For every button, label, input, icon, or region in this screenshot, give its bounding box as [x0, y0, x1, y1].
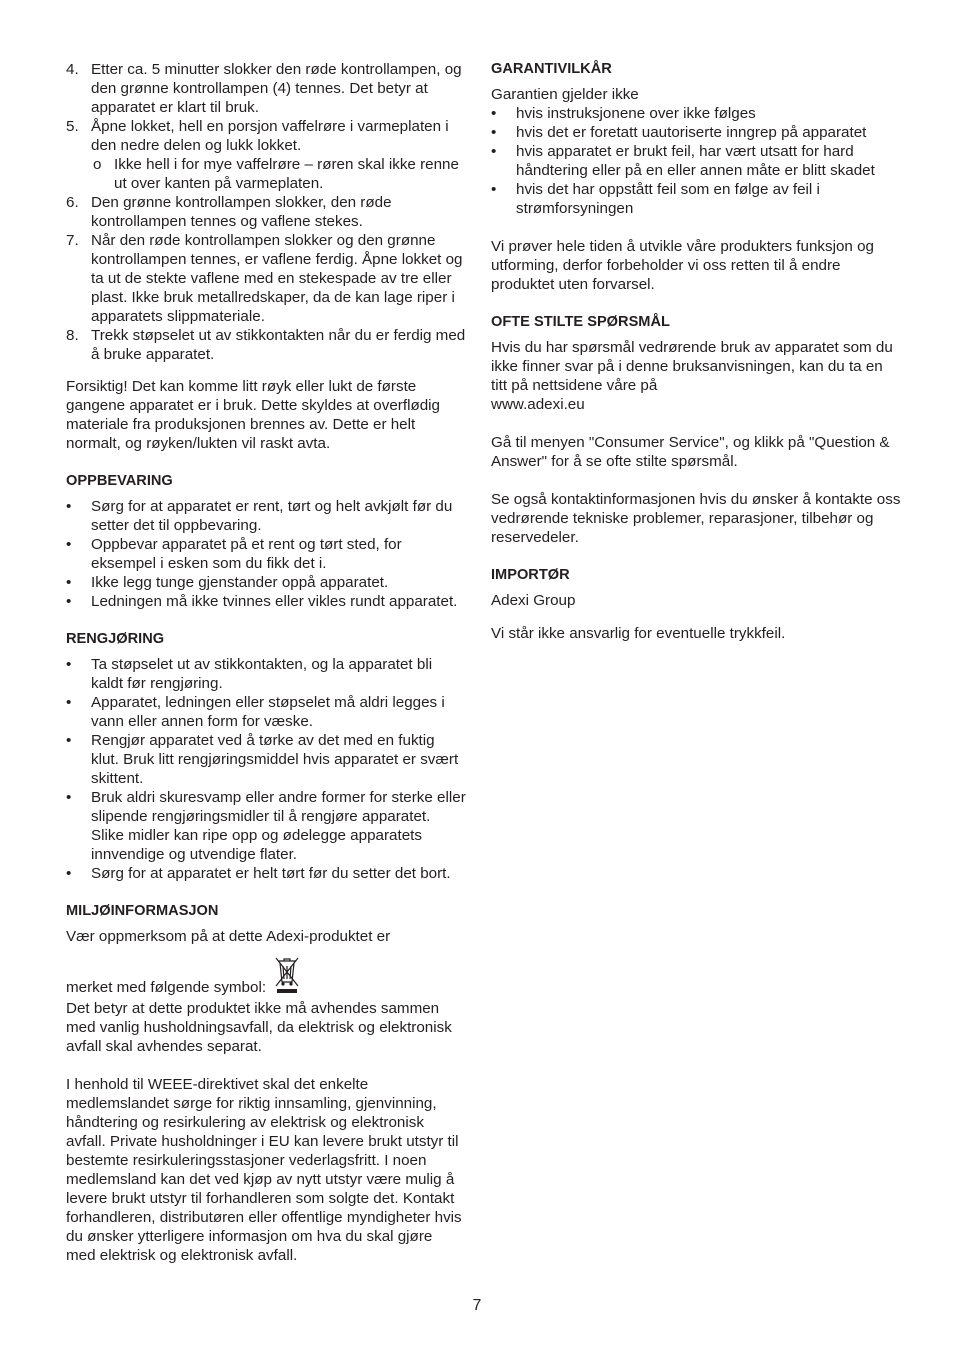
step-item: [66, 231, 466, 326]
sub-text: Ikke hell i for mye vaffelrøre – røren skal ikke renne ut over kanten på varmeplaten.: [114, 156, 459, 192]
step-number: 8.: [66, 327, 79, 344]
list-item-text: hvis instruksjonene over ikke følges: [516, 105, 756, 122]
bullet-icon: •: [66, 574, 72, 591]
warranty-intro: Garantien gjelder ikke: [491, 86, 639, 103]
warranty-heading: GARANTIVILKÅR: [491, 61, 612, 77]
bullet-icon: •: [66, 789, 72, 806]
list-item-text: Apparatet, ledningen eller støpselet må aldri legges i vann eller annen form for væske.: [91, 694, 445, 730]
bullet-icon: •: [66, 536, 72, 553]
list-item: [66, 693, 466, 731]
faq-paragraph: Hvis du har spørsmål vedrørende bruk av apparatet som du ikke finner svar på i denne bruksanvisningen, kan du ta en titt på nettsidene våre på: [491, 339, 893, 394]
warranty-note: Vi prøver hele tiden å utvikle våre produkters funksjon og utforming, derfor forbeholder vi oss retten til å endre produktet uten forvarsel.: [491, 238, 874, 293]
storage-section: [66, 472, 466, 611]
faq-heading: OFTE STILTE SPØRSMÅL: [491, 314, 670, 330]
step-text: Åpne lokket, hell en porsjon vaffelrøre i varmeplaten i den nedre delen og lukk lokket.: [91, 118, 449, 154]
list-item: [491, 180, 901, 218]
list-item-text: Oppbevar apparatet på et rent og tørt sted, for eksempel i esken som du fikk det i.: [91, 536, 402, 572]
bullet-icon: •: [66, 498, 72, 515]
bullet-icon: •: [491, 105, 497, 122]
list-item-text: Ledningen må ikke tvinnes eller vikles rundt apparatet.: [91, 593, 458, 610]
list-item: [491, 142, 901, 180]
bullet-icon: •: [66, 593, 72, 610]
disclaimer: Vi står ikke ansvarlig for eventuelle trykkfeil.: [491, 625, 786, 642]
step-text: Etter ca. 5 minutter slokker den røde kontrollampen, og den grønne kontrollampen (4) tennes. Det betyr at apparatet er klart til bruk.: [91, 61, 462, 116]
caution-paragraph: Forsiktig! Det kan komme litt røyk eller lukt de første gangene apparatet er i bruk. Dette skyldes at overflødig materiale fra produksjonen brennes av. Dette er helt normalt, og røyken/lukten vil raskt avta.: [66, 378, 440, 452]
contact-paragraph: Se også kontaktinformasjonen hvis du ønsker å kontakte oss vedrørende tekniske problemer, reparasjoner, tilbehør og reservedeler.: [491, 491, 901, 546]
list-item: [491, 123, 901, 142]
list-item: [66, 731, 466, 788]
list-item: [491, 104, 901, 123]
symbol-line-text: merket med følgende symbol:: [66, 979, 267, 996]
step-number: 5.: [66, 118, 79, 135]
step-item: [66, 193, 466, 231]
list-item: [66, 864, 466, 883]
website-link[interactable]: www.adexi.eu: [491, 396, 585, 413]
step-number: 7.: [66, 232, 79, 249]
list-item-text: hvis det er foretatt uautoriserte inngrep på apparatet: [516, 124, 867, 141]
importer-name: Adexi Group: [491, 592, 576, 609]
list-item-text: hvis apparatet er brukt feil, har vært utsatt for hard håndtering eller på en eller annen måte er blitt skadet: [516, 143, 875, 179]
list-item-text: Ikke legg tunge gjenstander oppå apparatet.: [91, 574, 389, 591]
environment-section: [66, 902, 466, 1265]
importer-heading: IMPORTØR: [491, 567, 570, 583]
list-item-text: Bruk aldri skuresvamp eller andre former for sterke eller slipende rengjøringsmidler til å rengjøre apparatet. Slike midler kan ripe opp og ødelegge apparatets innvendige og utvendige flater.: [91, 789, 466, 863]
bullet-icon: •: [66, 694, 72, 711]
step-item: [66, 117, 466, 155]
importer-section: [491, 566, 901, 643]
list-item-text: Sørg for at apparatet er helt tørt før du setter det bort.: [91, 865, 451, 882]
list-item: [66, 497, 466, 535]
list-item-text: Rengjør apparatet ved å tørke av det med en fuktig klut. Bruk litt rengjøringsmiddel hvis apparatet er svært skittent.: [91, 732, 459, 787]
faq-menu-paragraph: Gå til menyen "Consumer Service", og klikk på "Question & Answer" for å se ofte stilte spørsmål.: [491, 434, 890, 470]
step-text: Den grønne kontrollampen slokker, den røde kontrollampen tennes og vaflene stekes.: [91, 194, 392, 230]
step-number: 4.: [66, 61, 79, 78]
bullet-icon: •: [491, 143, 497, 160]
step-text: Trekk støpselet ut av stikkontakten når du er ferdig med å bruke apparatet.: [91, 327, 466, 363]
symbol-line: [66, 956, 466, 999]
bullet-icon: •: [491, 124, 497, 141]
list-item: [66, 655, 466, 693]
faq-section: [491, 313, 901, 547]
environment-intro: Vær oppmerksom på at dette Adexi-produktet er: [66, 928, 391, 945]
list-item-text: Ta støpselet ut av stikkontakten, og la apparatet bli kaldt før rengjøring.: [91, 656, 433, 692]
bullet-icon: •: [491, 181, 497, 198]
after-symbol-paragraph: Det betyr at dette produktet ikke må avhendes sammen med vanlig husholdningsavfall, da elektrisk og elektronisk avfall skal avhendes separat.: [66, 1000, 452, 1055]
page-number: 7: [472, 1297, 482, 1314]
list-item: [66, 788, 466, 864]
step-sub-item: [66, 155, 466, 193]
left-column: [66, 60, 466, 1265]
step-item: [66, 326, 466, 364]
right-column: [491, 60, 901, 643]
warranty-section: [491, 60, 901, 294]
list-item: [66, 592, 466, 611]
crossed-out-wheelie-bin-icon: [274, 956, 300, 999]
list-item: [66, 535, 466, 573]
cleaning-section: [66, 630, 466, 883]
cleaning-heading: RENGJØRING: [66, 631, 165, 647]
bullet-icon: •: [66, 732, 72, 749]
sub-marker: o: [93, 156, 102, 173]
step-number: 6.: [66, 194, 79, 211]
list-item-text: Sørg for at apparatet er rent, tørt og helt avkjølt før du setter det til oppbevaring.: [91, 498, 453, 534]
bullet-icon: •: [66, 865, 72, 882]
bullet-icon: •: [66, 656, 72, 673]
instruction-steps: [66, 60, 466, 364]
list-item: [66, 573, 466, 592]
list-item-text: hvis det har oppstått feil som en følge av feil i strømforsyningen: [516, 181, 820, 217]
storage-heading: OPPBEVARING: [66, 473, 173, 489]
weee-paragraph: I henhold til WEEE-direktivet skal det enkelte medlemslandet sørge for riktig innsamling, gjenvinning, håndtering og resirkulering av elektrisk og elektronisk avfall. Private husholdninger i EU kan levere brukt utstyr til bestemte resirkuleringsstasjoner vederlagsfritt. I noen medlemsland kan det ved kjøp av nytt utstyr være mulig å levere brukt utstyr til forhandleren som solgte det. Kontakt forhandleren, distributøren eller offentlige myndigheter hvis du ønsker ytterligere informasjon om hva du skal gjøre med elektrisk og elektronisk avfall.: [66, 1076, 462, 1264]
step-text: Når den røde kontrollampen slokker og den grønne kontrollampen tennes, er vaflene ferdig. Åpne lokket og ta ut de stekte vaflene med en stekespade av tre eller plast. Ikke bruk metallredskaper, da de kan lage riper i apparatets slippmateriale.: [91, 232, 463, 325]
environment-heading: MILJØINFORMASJON: [66, 903, 219, 919]
step-item: [66, 60, 466, 117]
